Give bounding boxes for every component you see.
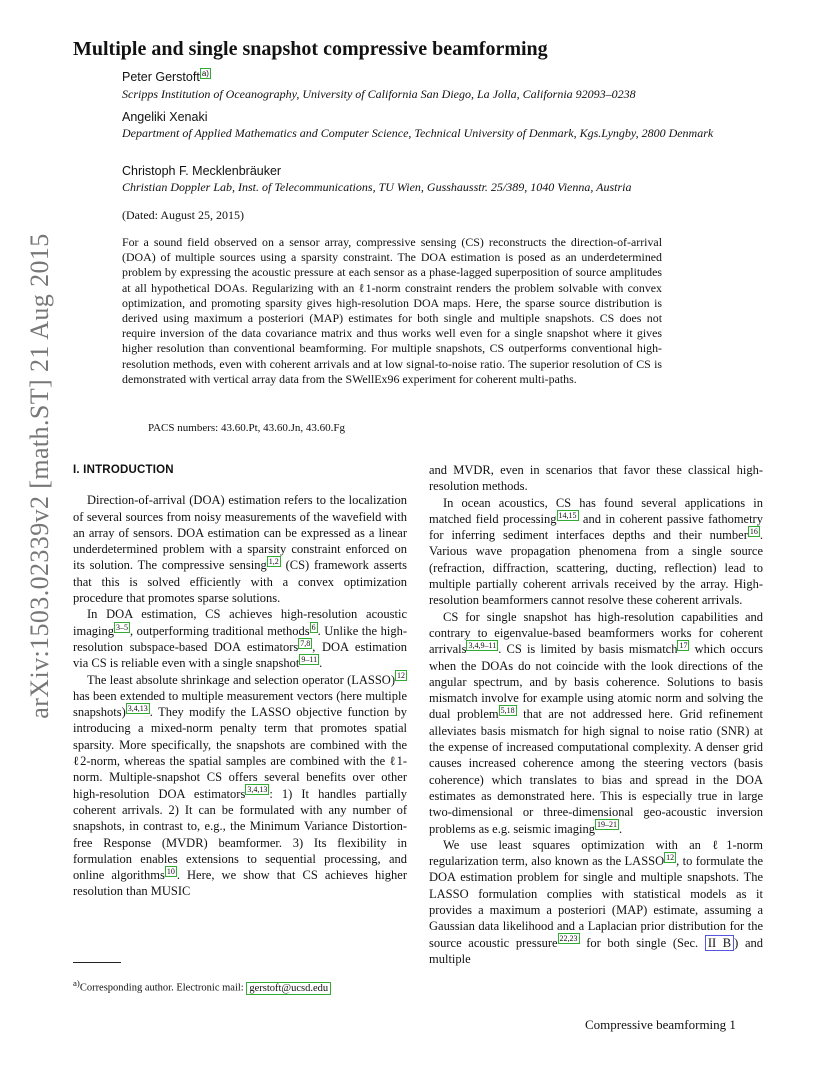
affiliation-1: Scripps Institution of Oceanography, University of California San Diego, La Jolla, California 92093–0238 (122, 87, 636, 101)
footnote-mark-link[interactable]: a) (201, 68, 209, 78)
pacs-numbers: PACS numbers: 43.60.Pt, 43.60.Jn, 43.60.Fg (148, 422, 346, 434)
citation-link[interactable]: 5,18 (500, 706, 515, 716)
affiliation-2: Department of Applied Mathematics and Computer Science, Technical University of Denmark, Kgs.Lyngby, 2800 Denmark (122, 126, 714, 140)
page-footer: Compressive beamforming 1 (585, 1017, 736, 1032)
section-heading: I. INTRODUCTION (73, 464, 174, 476)
author-2: Angeliki Xenaki (122, 110, 208, 124)
citation-link[interactable]: 16 (749, 527, 758, 537)
citation-link[interactable]: 3,4,13 (127, 704, 148, 713)
right-column (429, 462, 763, 967)
citation-link[interactable]: 9–11 (301, 655, 318, 665)
intro-paragraph-1: Direction-of-arrival (DOA) estimation refers to the localization of several sources from noisy measurements of the wavefield with an array of sensors. DOA estimation can be expressed as a linear underdetermined problem with a sparsity constraint enforced on its solution. The compressive sensing $^{1,2}$ (CS) framework asserts that this is solved efficiently with a convex optimization procedure that promotes sparse solutions. (73, 493, 407, 606)
citation-link[interactable]: 1,2 (268, 557, 279, 567)
left-column (73, 462, 407, 900)
citation-link[interactable]: 22,23 (559, 934, 578, 944)
intro-paragraph-6: We use least squares optimization with an ℓ1-norm regularization term, also known as the LASSO $^{12}$ , to formulate the DOA estimation problem for single and multiple snapshots. The LASSO formulation complies with statistical models as it provides a maximum a posteriori (MAP) estimate, assuming a Gaussian data likelihood and a Laplacian prior distribution for the source acoustic pressure $^{22,23}$ for both single (Sec. II B ) and multiple (429, 837, 764, 966)
abstract: For a sound field observed on a sensor array, compressive sensing (CS) reconstructs the direction-of-arrival (DOA) of multiple sources using a sparsity constraint. The DOA estimation is posed as an underdetermined problem by expressing the acoustic pressure at each sensor as a phase-lagged superposition of source amplitudes at all hypothetical DOAs. Regularizing with an ℓ1-norm constraint renders the problem solvable with convex optimization, and promoting sparsity gives high-resolution DOA maps. Here, the sparse source distribution is derived using maximum a posteriori (MAP) estimates for both single and multiple snapshots. CS does not require inversion of the data covariance matrix and thus works well even for a single snapshot where it gives higher resolution than conventional beamforming. For multiple snapshots, CS outperforms conventional high-resolution methods, even with coherent arrivals and at low signal-to-noise ratio. The superior resolution of CS is demonstrated with vertical array data from the SWellEx96 experiment for coherent multi-paths. (122, 235, 662, 386)
citation-link[interactable]: 17 (679, 641, 688, 651)
intro-paragraph-2: In DOA estimation, CS achieves high-resolution acoustic imaging $^{3-5}$ , outperforming traditional methods $^6$ . Unlike the high-resolution subspace-based DOA estimators $^{7,8}$ , DOA estimation via CS is reliable even with a single snapshot $^{9-11}$ . (73, 607, 407, 671)
arxiv-identifier: arXiv:1503.02339v2 [math.ST] 21 Aug 2015 (25, 233, 54, 719)
citation-link[interactable]: 7,8 (300, 638, 311, 648)
intro-paragraph-3: The least absolute shrinkage and selection operator (LASSO) $^{12}$ has been extended to multiple measurement vectors (here multiple snapshots) $^{3,4,13}$ . They modify the LASSO objective function by introducing a mixed-norm penalty term that promotes spatial sparsity. More specifically, the snapshots are combined with the ℓ2-norm, whereas the spatial samples are combined with the ℓ1-norm. Multiple-snapshot CS offers several benefits over other high-resolution DOA estimators $^{3,4,13}$ : 1) It handles partially coherent arrivals. 2) It can be formulated with any number of snapshots, in contrast to, e.g., the Minimum Variance Distortion-free Response (MVDR) beamformer. 3) Its flexibility in formulation enables extensions to sequential processing, and online algorithms $^{10}$ . Here, we show that CS achieves higher resolution than MUSIC (73, 671, 407, 899)
citation-link[interactable]: 10 (166, 866, 175, 876)
date-line: (Dated: August 25, 2015) (122, 208, 244, 222)
citation-link[interactable]: 6 (311, 622, 316, 632)
footnote-rule (73, 962, 121, 963)
paper-title: Multiple and single snapshot compressive beamforming (73, 38, 548, 60)
footnote-mark: a) (73, 978, 80, 988)
intro-paragraph-5: CS for single snapshot has high-resolution capabilities and contrary to eigenvalue-based beamformers works for coherent arrivals $^{3,4,9-11}$ . CS is limited by basis mismatch $^{17}$ which occurs when the DOAs do not coincide with the look directions of the angular spectrum, and by basis coherence. Solutions to basis mismatch involve for example using atomic norm and solving the dual problem $^{5,18}$ that are not addressed here. Grid refinement alleviates basis mismatch for high signal to noise ratio (SNR) at the expense of increased computational complexity. A denser grid causes increased coherence among the steering vectors (basis coherence) which translates to bias and spread in the DOA estimates as demonstrated here. This is especially true in large two-dimensional or three-dimensional geo-acoustic inversion problems as e.g. seismic imaging $^{19-21}$ . (429, 609, 763, 836)
citation-link[interactable]: 14,15 (558, 510, 577, 520)
citation-link[interactable]: 19–21 (596, 820, 617, 830)
author-1: Peter Gerstoft $^{a)}$ (122, 68, 209, 84)
intro-paragraph-continued: and MVDR, even in scenarios that favor these classical high-resolution methods. (429, 463, 763, 494)
citation-link[interactable]: 3–5 (115, 622, 128, 632)
section-link[interactable]: II B (705, 935, 734, 951)
footnote: $^{a)}$Corresponding author. Electronic mail: gerstoft@ucsd.edu (73, 978, 331, 994)
intro-paragraph-4: In ocean acoustics, CS has found several applications in matched field processing $^{14,15}$ and in coherent passive fathometry for inferring sediment interfaces depths and their number $^{16}$ . Various wave propagation phenomena from a single source (refraction, diffraction, scattering, ducting, reflection) lead to multiple partially coherent arrivals received by the array. High-resolution beamformers cannot resolve these coherent arrivals. (429, 495, 763, 608)
author-3: Christoph F. Mecklenbräuker (122, 164, 282, 178)
citation-link[interactable]: 12 (397, 671, 405, 681)
citation-link[interactable]: 3,4,13 (247, 785, 268, 795)
citation-link[interactable]: 12 (666, 852, 675, 862)
citation-link[interactable]: 3,4,9–11 (468, 641, 497, 651)
affiliation-3: Christian Doppler Lab, Inst. of Telecommunications, TU Wien, Gusshausstr. 25/389, 1040 Vienna, Austria (122, 180, 632, 194)
email-link[interactable]: gerstoft@ucsd.edu (246, 982, 331, 995)
